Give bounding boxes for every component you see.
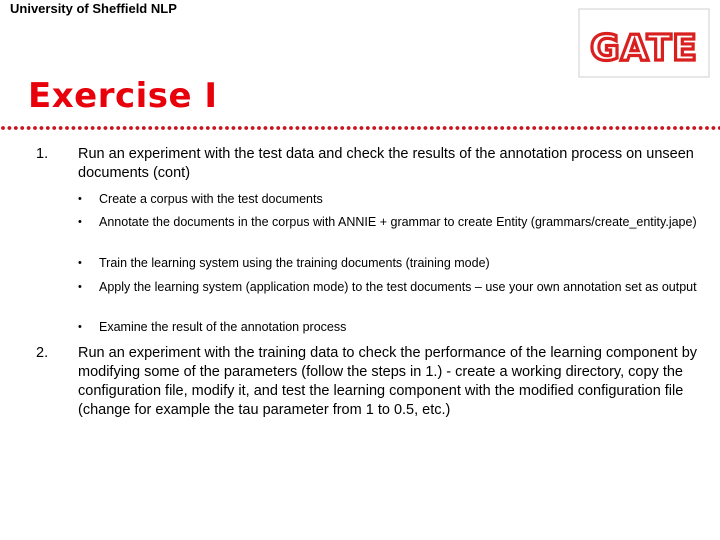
item-number: 2. [36,345,49,361]
bullet: • [78,321,82,333]
item-text: Run an experiment with the test data and check the results of the annotation process on unseen documents (cont) [78,146,694,181]
page-title: Exercise I [28,76,218,116]
item-number: 1. [36,146,49,162]
sub-item-text: Annotate the documents in the corpus with ANNIE + grammar to create Entity (grammars/create_entity.jape) [99,215,697,229]
bullet: • [78,281,82,293]
bullet: • [78,257,82,269]
sub-item-text: Train the learning system using the training documents (training mode) [99,256,490,270]
sub-item-text: Examine the result of the annotation process [99,320,347,334]
gate-logo [578,8,710,78]
dotted-divider [0,123,720,133]
bullet: • [78,193,82,205]
sub-item-text: Apply the learning system (application mode) to the test documents – use your own annotation set as output [99,280,697,294]
sub-item-text: Create a corpus with the test documents [99,192,323,206]
item-text: Run an experiment with the training data to check the performance of the learning component by modifying some of the parameters (follow the steps in 1.) - create a working directory, copy the configuration file, modify it, and test the learning component with the modified configuration file (change for example the tau parameter from 1 to 0.5, etc.) [78,345,698,418]
bullet: • [78,216,82,228]
gate-logo-text: GATE [590,28,698,69]
organization-label: University of Sheffield NLP [10,1,177,16]
